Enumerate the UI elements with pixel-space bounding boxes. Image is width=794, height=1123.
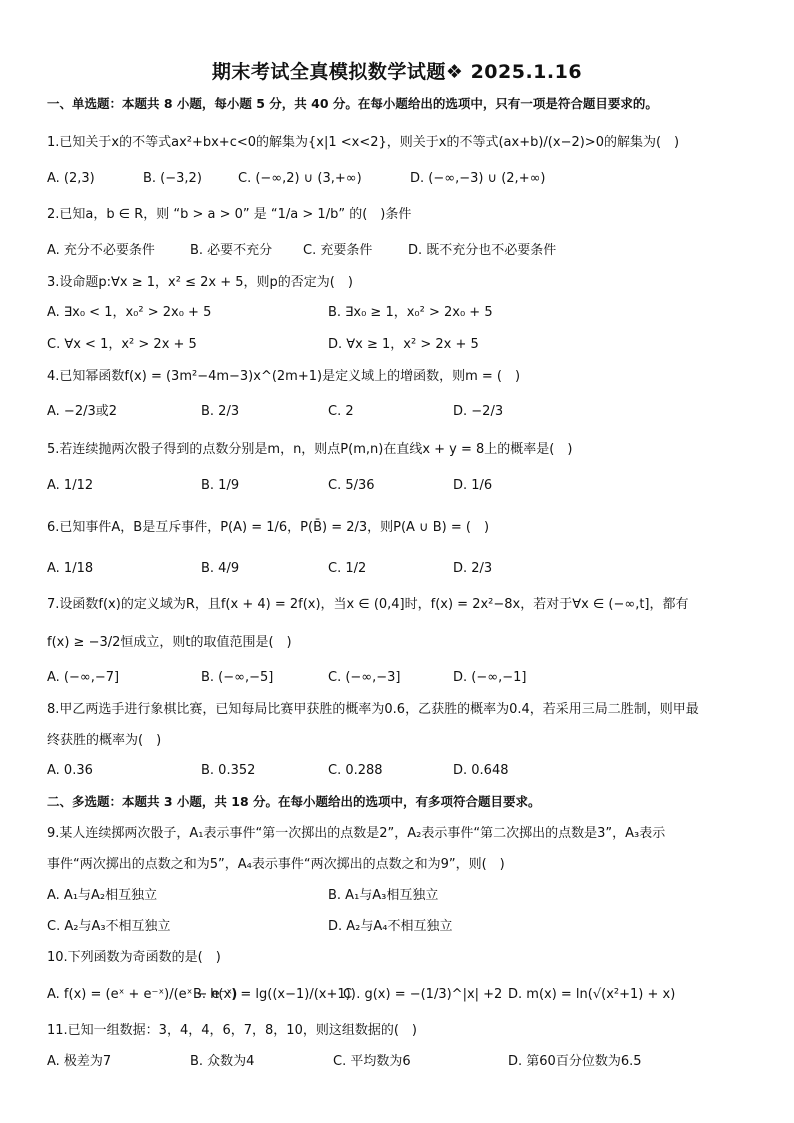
question-9-line-2: 事件“两次掷出的点数之和为5”，A₄表示事件“两次掷出的点数之和为9”，则( ) — [47, 857, 505, 872]
q4-option-a: A. −2/3或2 — [47, 404, 118, 419]
q1-option-a: A. (2,3) — [47, 171, 95, 186]
q2-option-a: A. 充分不必要条件 — [47, 243, 155, 258]
q3-option-b: B. ∃x₀ ≥ 1，x₀² > 2x₀ + 5 — [328, 305, 493, 320]
question-8-line-2: 终获胜的概率为( ) — [47, 733, 162, 748]
exam-title: 期末考试全真模拟数学试题❖ 2025.1.16 — [211, 61, 583, 83]
q7-option-a: A. (−∞,−7] — [47, 670, 120, 685]
question-2: 2.已知a，b ∈ R，则 “b > a > 0” 是 “1/a > 1/b” 的( )条件 — [47, 207, 412, 222]
question-7-line-1: 7.设函数f(x)的定义域为R，且f(x + 4) = 2f(x)，当x ∈ (0,4]时，f(x) = 2x²−8x，若对于∀x ∈ (−∞,t]，都有 — [47, 597, 689, 612]
q4-option-c: C. 2 — [328, 404, 354, 419]
q1-option-c: C. (−∞,2) ∪ (3,+∞) — [238, 171, 362, 186]
q7-option-c: C. (−∞,−3] — [328, 670, 401, 685]
section-single-choice: 一、单选题：本题共 8 小题，每小题 5 分，共 40 分。在每小题给出的选项中，只有一项是符合题目要求的。 — [47, 96, 658, 111]
q11-option-c: C. 平均数为6 — [333, 1054, 411, 1069]
q3-option-a: A. ∃x₀ < 1，x₀² > 2x₀ + 5 — [47, 305, 212, 320]
q8-option-a: A. 0.36 — [47, 763, 93, 778]
q11-option-d: D. 第60百分位数为6.5 — [508, 1054, 642, 1069]
q10-option-a: A. f(x) = (eˣ + e⁻ˣ)/(eˣ − e⁻ˣ) — [47, 987, 238, 1002]
question-5: 5.若连续抛两次骰子得到的点数分别是m，n，则点P(m,n)在直线x + y = 8上的概率是( ) — [47, 442, 573, 457]
q7-option-d: D. (−∞,−1] — [453, 670, 527, 685]
q9-option-c: C. A₂与A₃不相互独立 — [47, 919, 171, 934]
q4-option-d: D. −2/3 — [453, 404, 504, 419]
question-9-line-1: 9.某人连续掷两次骰子，A₁表示事件“第一次掷出的点数是2”，A₂表示事件“第二次掷出的点数是3”，A₃表示 — [47, 826, 666, 841]
q10-option-b: B. h(x) = lg((x−1)/(x+1)) — [193, 987, 356, 1002]
q3-option-d: D. ∀x ≥ 1，x² > 2x + 5 — [328, 337, 479, 352]
q5-option-c: C. 5/36 — [328, 478, 375, 493]
question-1: 1.已知关于x的不等式ax²+bx+c<0的解集为{x|1 <x<2}，则关于x的不等式(ax+b)/(x−2)>0的解集为( ) — [47, 135, 680, 150]
q2-option-c: C. 充要条件 — [303, 243, 373, 258]
q9-option-b: B. A₁与A₃相互独立 — [328, 888, 439, 903]
q5-option-a: A. 1/12 — [47, 478, 94, 493]
q8-option-c: C. 0.288 — [328, 763, 383, 778]
question-7-line-2: f(x) ≥ −3/2恒成立，则t的取值范围是( ) — [47, 635, 292, 650]
q6-option-d: D. 2/3 — [453, 561, 493, 576]
section-multiple-choice: 二、多选题：本题共 3 小题，共 18 分。在每小题给出的选项中，有多项符合题目要求。 — [47, 794, 541, 809]
q9-option-d: D. A₂与A₄不相互独立 — [328, 919, 453, 934]
q5-option-d: D. 1/6 — [453, 478, 493, 493]
q9-option-a: A. A₁与A₂相互独立 — [47, 888, 158, 903]
question-3: 3.设命题p:∀x ≥ 1，x² ≤ 2x + 5，则p的否定为( ) — [47, 275, 353, 290]
q2-option-b: B. 必要不充分 — [190, 243, 273, 258]
question-8-line-1: 8.甲乙两选手进行象棋比赛，已知每局比赛甲获胜的概率为0.6，乙获胜的概率为0.4，若采用三局二胜制，则甲最 — [47, 702, 699, 717]
question-11: 11.已知一组数据：3，4，4，6，7，8，10，则这组数据的( ) — [47, 1023, 417, 1038]
q5-option-b: B. 1/9 — [201, 478, 240, 493]
q10-option-d: D. m(x) = ln(√(x²+1) + x) — [508, 987, 676, 1002]
question-10: 10.下列函数为奇函数的是( ) — [47, 950, 221, 965]
q8-option-d: D. 0.648 — [453, 763, 509, 778]
q4-option-b: B. 2/3 — [201, 404, 240, 419]
q8-option-b: B. 0.352 — [201, 763, 256, 778]
q10-option-c: C . g(x) = −(1/3)^|x| +2 — [343, 987, 503, 1002]
q6-option-a: A. 1/18 — [47, 561, 94, 576]
q11-option-a: A. 极差为7 — [47, 1054, 112, 1069]
q2-option-d: D. 既不充分也不必要条件 — [408, 243, 557, 258]
q11-option-b: B. 众数为4 — [190, 1054, 255, 1069]
q7-option-b: B. (−∞,−5] — [201, 670, 274, 685]
q3-option-c: C. ∀x < 1，x² > 2x + 5 — [47, 337, 197, 352]
q1-option-d: D. (−∞,−3) ∪ (2,+∞) — [410, 171, 546, 186]
question-6: 6.已知事件A，B是互斥事件，P(A) = 1/6，P(B̄) = 2/3，则P(A ∪ B) = ( ) — [47, 520, 490, 535]
question-4: 4.已知幂函数f(x) = (3m²−4m−3)x^(2m+1)是定义域上的增函数，则m = ( ) — [47, 369, 521, 384]
q6-option-c: C. 1/2 — [328, 561, 367, 576]
q6-option-b: B. 4/9 — [201, 561, 240, 576]
q1-option-b: B. (−3,2) — [143, 171, 202, 186]
